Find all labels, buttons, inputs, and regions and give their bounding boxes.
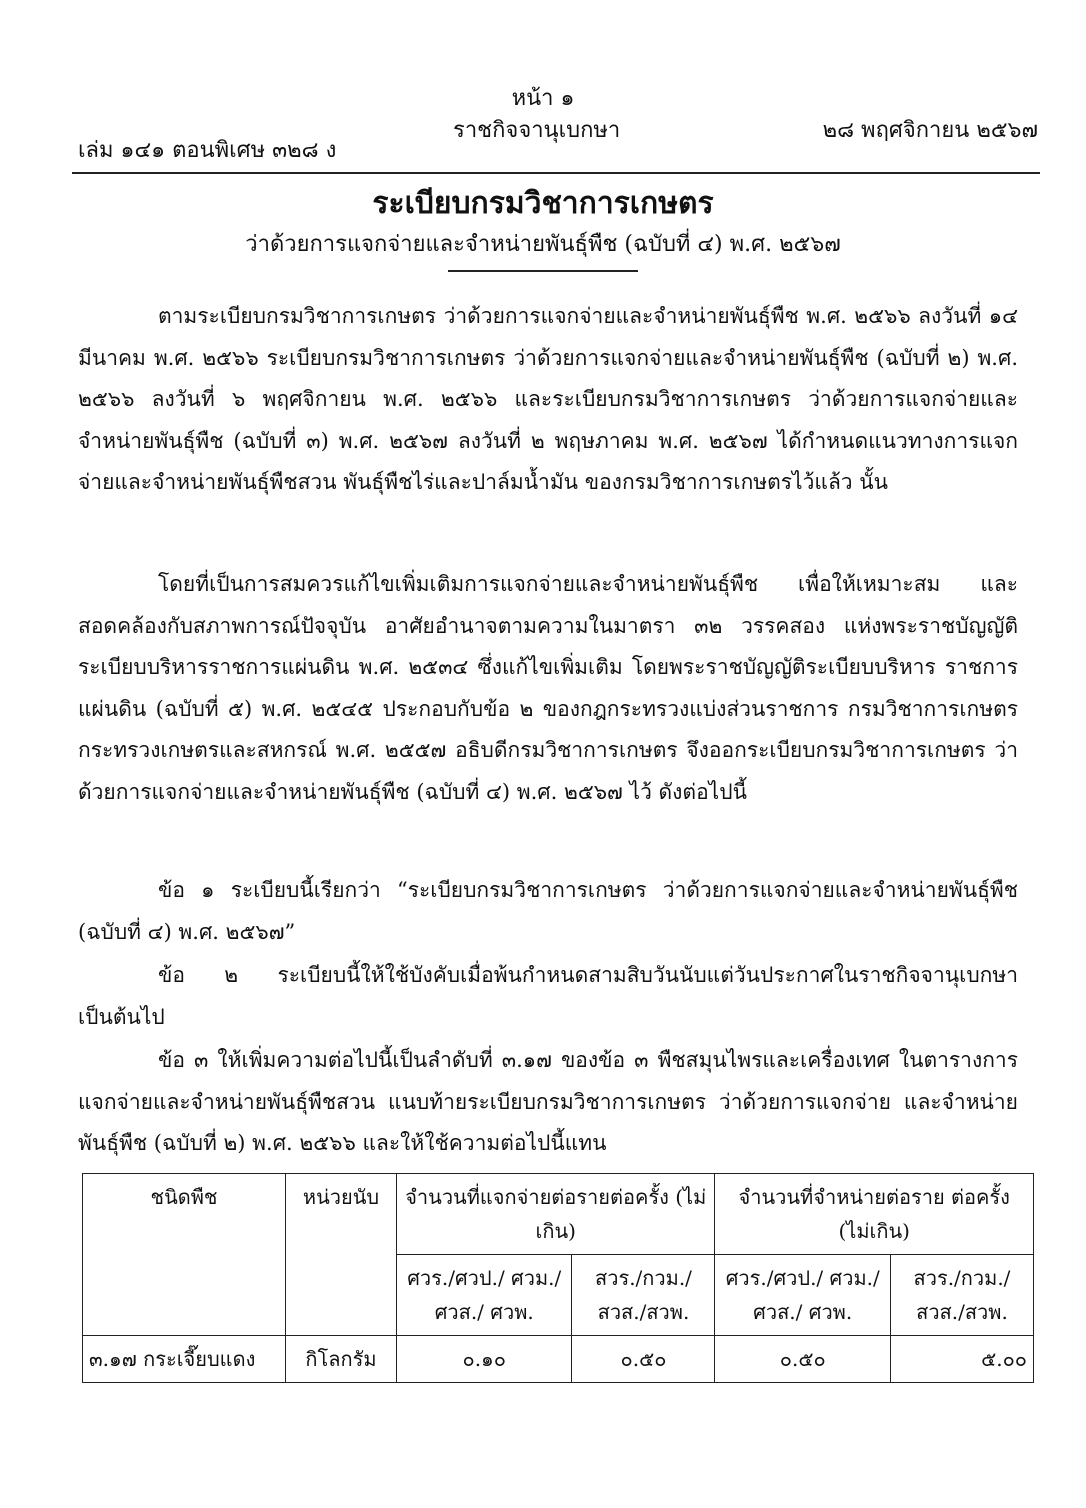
cell-dist-b: ๐.๕๐ [572,1336,715,1383]
gazette-name: ราชกิจจานุเบกษา [453,118,621,143]
volume-info: เล่ม ๑๔๑ ตอนพิเศษ ๓๒๘ ง [78,138,337,163]
cell-unit: กิโลกรัม [286,1336,397,1383]
header-rule [72,172,1040,174]
subheader-dist-a: ศวร./ศวป./ ศวม./ศวส./ ศวพ. [397,1255,572,1336]
paragraph-text: โดยที่เป็นการสมควรแก้ไขเพิ่มเติมการแจกจ่ายและจำหน่ายพันธุ์พืช เพื่อให้เหมาะสม และสอดคล้องกับสภาพการณ์ปัจจุบัน อาศัยอำนาจตามความในมาตรา ๓๒ วรรคสอง แห่งพระราชบัญญัติ ระเบียบบริหารราชการแผ่นดิน พ.ศ. ๒๕๓๔ ซึ่งแก้ไขเพิ่มเติม โดยพระราชบัญญัติระเบียบบริหาร ราชการแผ่นดิน (ฉบับที่ ๕) พ.ศ. ๒๕๔๕ ประกอบกับข้อ ๒ ของกฎกระทรวงแบ่งส่วนราชการ กรมวิชาการเกษตร กระทรวงเกษตรและสหกรณ์ พ.ศ. ๒๕๕๗ อธิบดีกรมวิชาการเกษตร จึงออกระเบียบกรมวิชาการเกษตร ว่าด้วยการแจกจ่ายและจำหน่ายพันธุ์พืช (ฉบับที่ ๔) พ.ศ. ๒๕๖๗ ไว้ ดังต่อไปนี้ [78,572,1018,804]
crop-distribution-table [82,1173,1034,1383]
header-crop: ชนิดพืช [83,1174,286,1336]
paragraph-text: ตามระเบียบกรมวิชาการเกษตร ว่าด้วยการแจกจ่ายและจำหน่ายพันธุ์พืช พ.ศ. ๒๕๖๖ ลงวันที่ ๑๔ มีนาคม พ.ศ. ๒๕๖๖ ระเบียบกรมวิชาการเกษตร ว่าด้วยการแจกจ่ายและจำหน่ายพันธุ์พืช (ฉบับที่ ๒) พ.ศ. ๒๕๖๖ ลงวันที่ ๖ พฤศจิกายน พ.ศ. ๒๕๖๖ และระเบียบกรมวิชาการเกษตร ว่าด้วยการแจกจ่ายและจำหน่ายพันธุ์พืช (ฉบับที่ ๓) พ.ศ. ๒๕๖๗ ลงวันที่ ๒ พฤษภาคม พ.ศ. ๒๕๖๗ ได้กำหนดแนวทางการแจกจ่ายและจำหน่ายพันธุ์พืชสวน พันธุ์พืชไร่และปาล์มน้ำมัน ของกรมวิชาการเกษตรไว้แล้ว นั้น [78,304,1018,494]
page-number: หน้า ๑ [511,86,575,111]
paragraph-text: ข้อ ๒ ระเบียบนี้ให้ใช้บังคับเมื่อพ้นกำหนดสามสิบวันนับแต่วันประกาศในราชกิจจานุเบกษา เป็นต้นไป [78,963,1018,1029]
publication-date: ๒๘ พฤศจิกายน ๒๕๖๗ [822,118,1038,143]
header-sell: จำนวนที่จำหน่ายต่อราย ต่อครั้ง (ไม่เกิน) [715,1174,1034,1255]
subheader-dist-b: สวร./กวม./ สวส./สวพ. [572,1255,715,1336]
cell-sell-b: ๕.๐๐ [890,1336,1033,1383]
cell-dist-a: ๐.๑๐ [397,1336,572,1383]
document-title: ระเบียบกรมวิชาการเกษตร [372,186,714,221]
paragraph-text: ข้อ ๓ ให้เพิ่มความต่อไปนี้เป็นลำดับที่ ๓.๑๗ ของข้อ ๓ พืชสมุนไพรและเครื่องเทศ ในตารางการแจกจ่ายและจำหน่ายพันธุ์พืชสวน แนบท้ายระเบียบกรมวิชาการเกษตร ว่าด้วยการแจกจ่าย และจำหน่ายพันธุ์พืช (ฉบับที่ ๒) พ.ศ. ๒๕๖๖ และให้ใช้ความต่อไปนี้แทน [78,1048,1018,1155]
document-subtitle: ว่าด้วยการแจกจ่ายและจำหน่ายพันธุ์พืช (ฉบับที่ ๔) พ.ศ. ๒๕๖๗ [245,232,841,257]
table-row [83,1336,1034,1383]
subheader-sell-a: ศวร./ศวป./ ศวม./ศวส./ ศวพ. [715,1255,890,1336]
paragraph-authority [78,564,1018,813]
paragraph-preamble [78,296,1018,504]
clause-3 [78,1040,1018,1165]
header-unit: หน่วยนับ [286,1174,397,1336]
clause-2 [78,955,1018,1038]
header-distribute: จำนวนที่แจกจ่ายต่อรายต่อครั้ง (ไม่เกิน) [397,1174,715,1255]
cell-sell-a: ๐.๕๐ [715,1336,890,1383]
subheader-sell-b: สวร./กวม./ สวส./สวพ. [890,1255,1033,1336]
cell-crop: ๓.๑๗ กระเจี๊ยบแดง [83,1336,286,1383]
paragraph-text: ข้อ ๑ ระเบียบนี้เรียกว่า “ระเบียบกรมวิชาการเกษตร ว่าด้วยการแจกจ่ายและจำหน่ายพันธุ์พืช (ฉบับที่ ๔) พ.ศ. ๒๕๖๗” [78,878,1018,944]
title-divider [448,270,638,272]
clause-1 [78,870,1018,953]
